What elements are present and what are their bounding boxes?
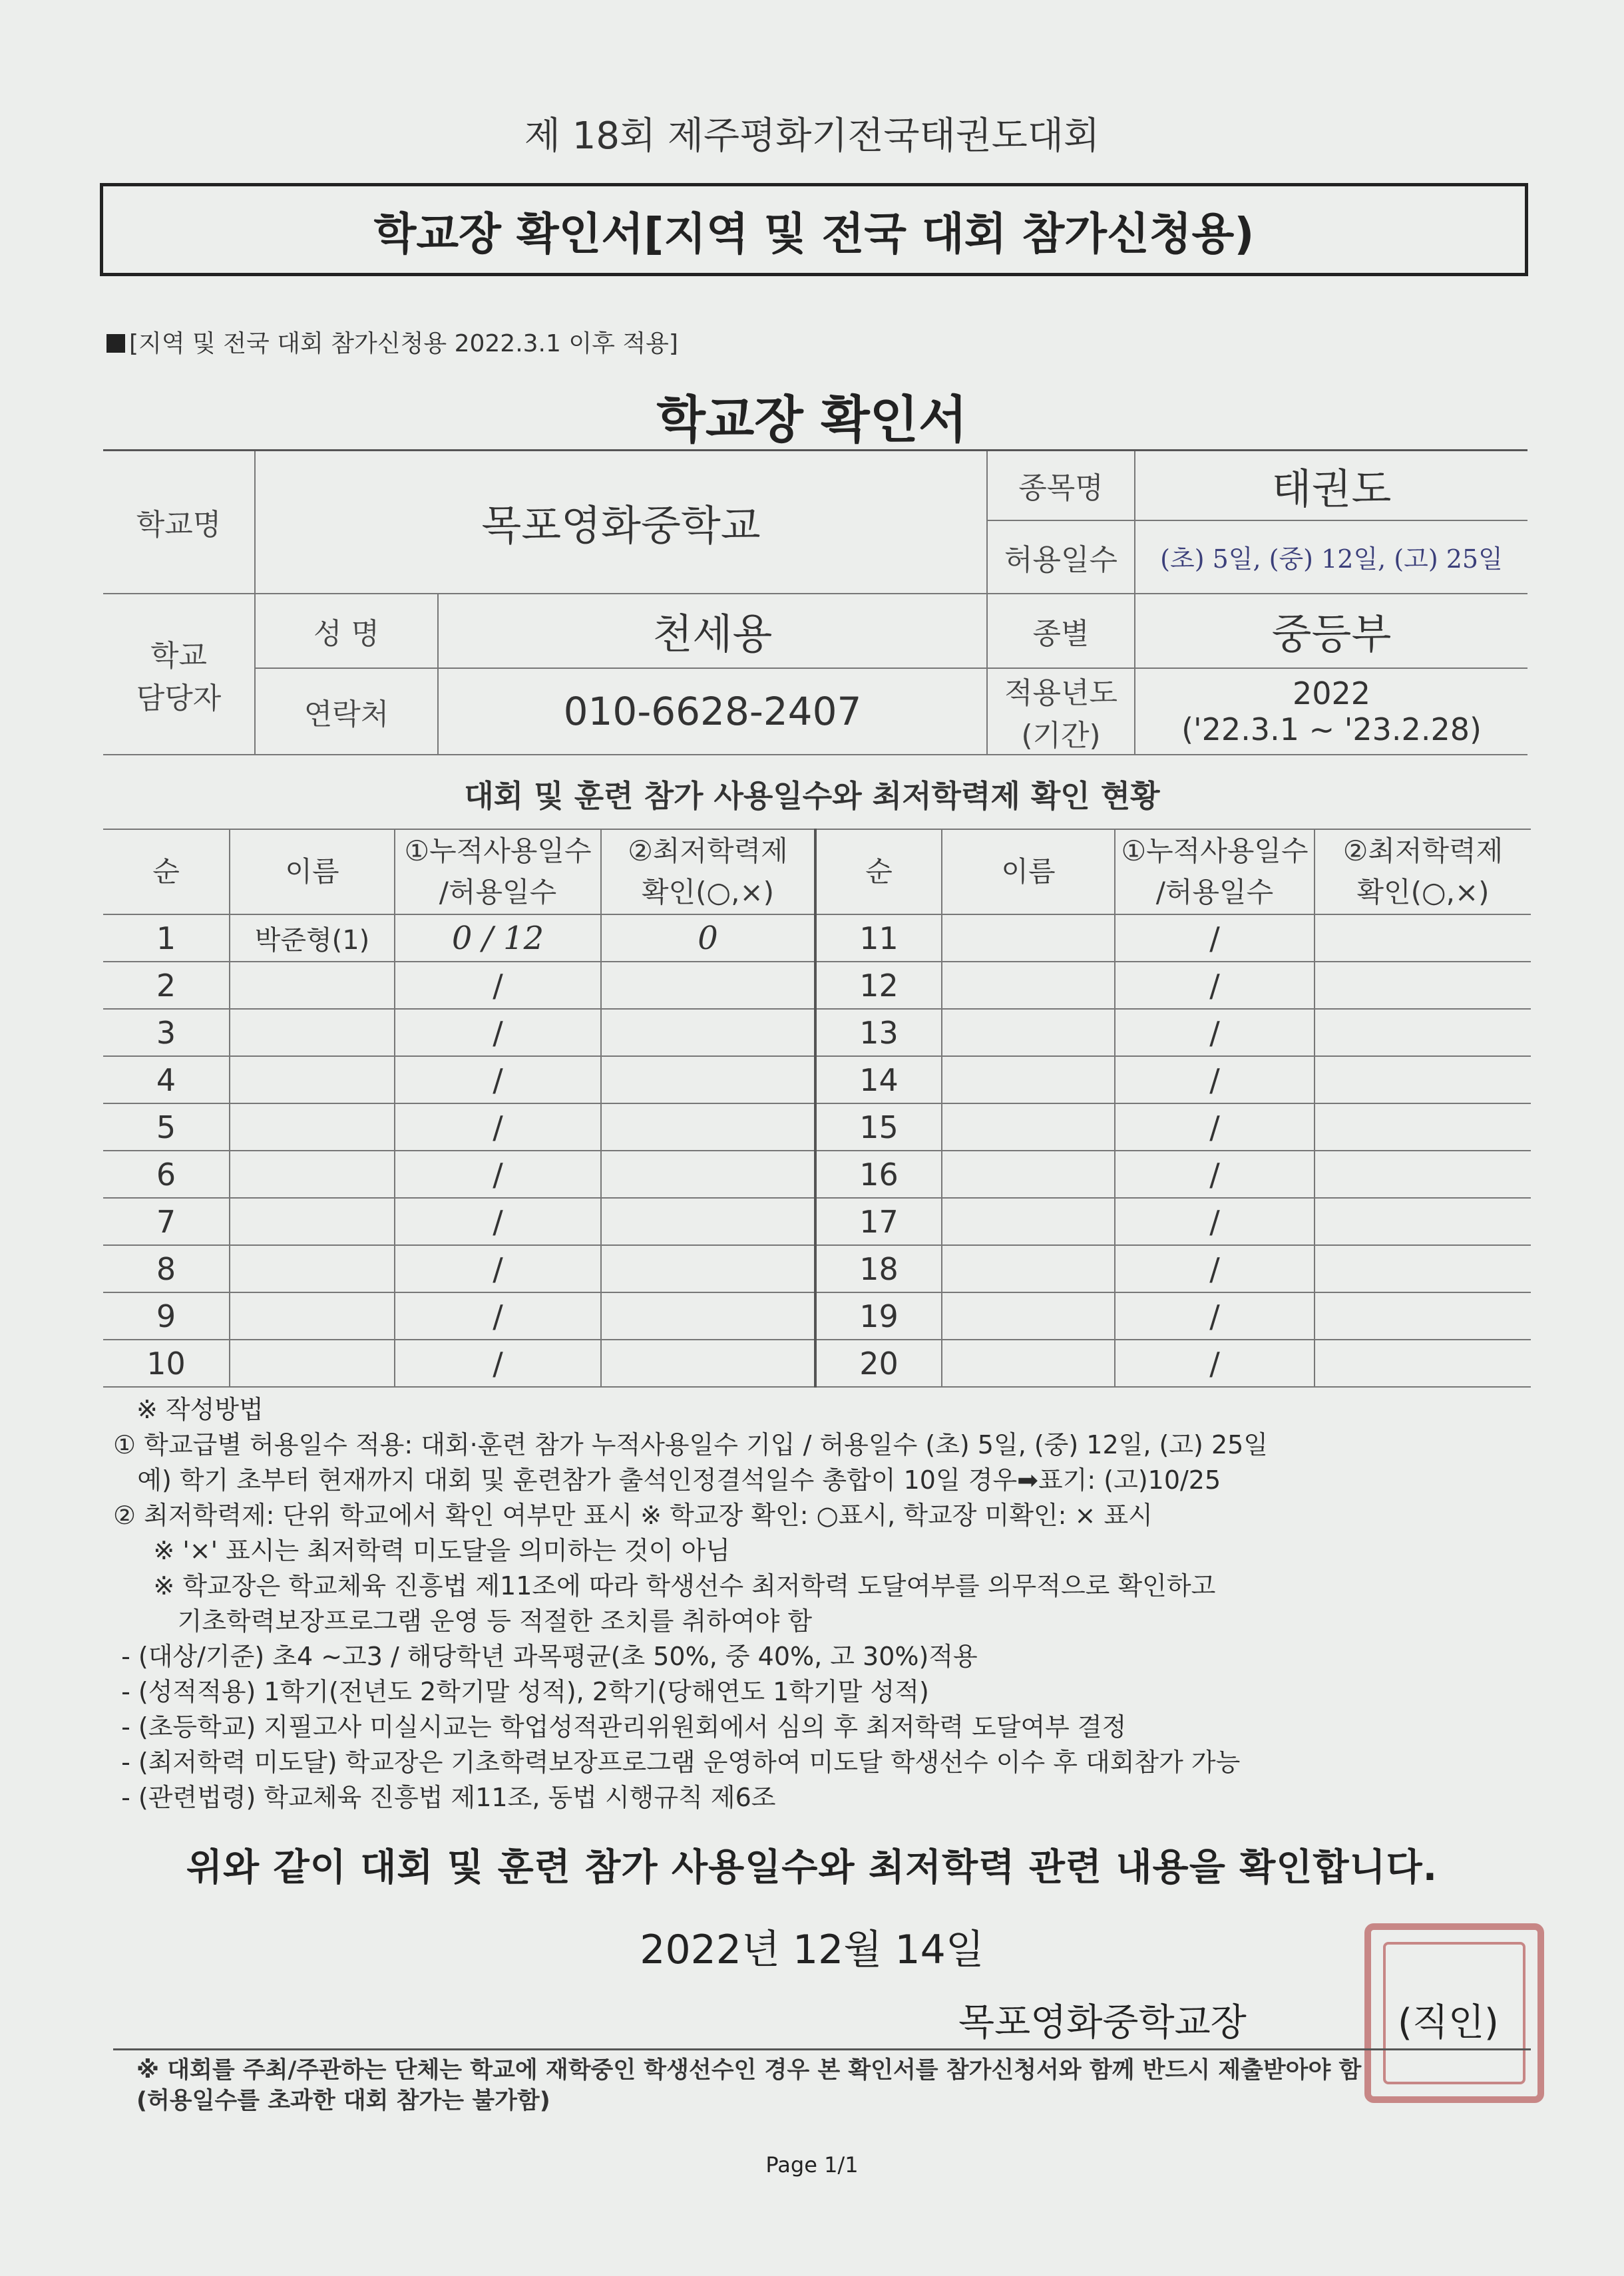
- col-used-right-1: ①누적사용일수: [1121, 835, 1309, 867]
- event-label: 종목명: [987, 451, 1135, 520]
- used-days-right: /: [1115, 1151, 1315, 1198]
- student-name-right: [942, 1056, 1115, 1103]
- instruction-line: - (대상/기준) 초4 ~고3 / 해당학년 과목평균(초 50%, 중 40%, 고 30%)적용: [113, 1642, 978, 1671]
- year-label-line-1: 적용년도: [1004, 675, 1117, 710]
- student-name-right: [942, 962, 1115, 1009]
- row-number-left: 10: [103, 1340, 230, 1387]
- col-used-right-2: /허용일수: [1155, 876, 1274, 908]
- col-min-left-2: 확인(○,×): [641, 876, 775, 908]
- student-name-left: [230, 1245, 395, 1292]
- student-name-left: [230, 1340, 395, 1387]
- person-name-value: 천세용: [438, 594, 987, 668]
- row-number-left: 6: [103, 1151, 230, 1198]
- used-days-right: /: [1115, 1198, 1315, 1245]
- table-row: [103, 1009, 1531, 1056]
- min-grade-left: [601, 962, 815, 1009]
- table-row: [103, 1103, 1531, 1151]
- col-no-right: 순: [815, 829, 942, 914]
- instructions: [113, 1392, 1544, 1815]
- form-title: 학교장 확인서: [656, 390, 968, 449]
- min-grade-left: [601, 1198, 815, 1245]
- person-name-label: 성 명: [255, 594, 438, 668]
- applicability-note: [106, 325, 678, 359]
- student-name-left: [230, 962, 395, 1009]
- allowed-days-value: (초) 5일, (중) 12일, (고) 25일: [1135, 520, 1527, 594]
- instruction-line: - (관련법령) 학교체육 진흥법 제11조, 동법 시행규칙 제6조: [113, 1783, 776, 1812]
- school-name-label: 학교명: [103, 451, 255, 594]
- table-row: [103, 1292, 1531, 1340]
- student-name-left: [230, 1151, 395, 1198]
- student-name-right: [942, 1151, 1115, 1198]
- instruction-line: ※ '×' 표시는 최저학력 미도달을 의미하는 것이 아님: [113, 1536, 730, 1565]
- event-value: 태권도: [1135, 451, 1527, 520]
- table-row: [103, 962, 1531, 1009]
- used-days-left: /: [395, 1151, 601, 1198]
- row-number-left: 5: [103, 1103, 230, 1151]
- used-days-right: /: [1115, 1245, 1315, 1292]
- min-grade-left: [601, 1103, 815, 1151]
- student-name-right: [942, 1198, 1115, 1245]
- row-number-right: 18: [815, 1245, 942, 1292]
- table-row: [103, 1340, 1531, 1387]
- manager-label-line-2: 담당자: [136, 681, 222, 715]
- table-row: [103, 1151, 1531, 1198]
- footer-note: [136, 2055, 1361, 2116]
- instruction-line: ② 최저학력제: 단위 학교에서 확인 여부만 표시 ※ 학교장 확인: ○표시, 학교장 미확인: × 표시: [113, 1501, 1153, 1530]
- used-days-right: /: [1115, 914, 1315, 962]
- row-number-right: 15: [815, 1103, 942, 1151]
- grid-title: 대회 및 훈련 참가 사용일수와 최저학력제 확인 현황: [464, 778, 1160, 814]
- min-grade-right: [1315, 1292, 1531, 1340]
- col-name-right: 이름: [942, 829, 1115, 914]
- used-days-left: /: [395, 1292, 601, 1340]
- col-no-left: 순: [103, 829, 230, 914]
- row-number-right: 19: [815, 1292, 942, 1340]
- row-number-left: 7: [103, 1198, 230, 1245]
- used-days-right: /: [1115, 962, 1315, 1009]
- student-name-right: [942, 1292, 1115, 1340]
- footer-note-line-2: (허용일수를 초과한 대회 참가는 불가함): [136, 2088, 550, 2114]
- category-value: 중등부: [1135, 594, 1527, 668]
- instruction-line: - (초등학교) 지필고사 미실시교는 학업성적관리위원회에서 심의 후 최저학력 도달여부 결정: [113, 1712, 1127, 1742]
- student-name-right: [942, 1245, 1115, 1292]
- student-name-right: [942, 1009, 1115, 1056]
- col-used-right: [1115, 829, 1315, 914]
- student-name-left: [230, 1009, 395, 1056]
- used-days-right: /: [1115, 1056, 1315, 1103]
- used-days-left: /: [395, 1009, 601, 1056]
- event-title: 제 18회 제주평화기전국태권도대회: [524, 114, 1100, 158]
- student-name-right: [942, 914, 1115, 962]
- min-grade-right: [1315, 1198, 1531, 1245]
- student-name-left: [230, 1056, 395, 1103]
- student-name-left: [230, 1103, 395, 1151]
- school-info-table: [103, 449, 1527, 755]
- table-row: [103, 1056, 1531, 1103]
- student-name-right: [942, 1103, 1115, 1151]
- col-name-left: 이름: [230, 829, 395, 914]
- min-grade-left: 0: [601, 914, 815, 962]
- min-grade-right: [1315, 1340, 1531, 1387]
- footer-divider: [113, 2048, 1531, 2050]
- year-label: [987, 668, 1135, 755]
- min-grade-left: [601, 1056, 815, 1103]
- year-label-line-2: (기간): [1021, 718, 1101, 753]
- row-number-left: 3: [103, 1009, 230, 1056]
- contact-value: 010-6628-2407: [438, 668, 987, 755]
- used-days-left: /: [395, 1103, 601, 1151]
- row-number-right: 12: [815, 962, 942, 1009]
- used-days-left: /: [395, 962, 601, 1009]
- row-number-right: 11: [815, 914, 942, 962]
- seal-label: (직인): [1398, 2001, 1499, 2044]
- instruction-line: - (최저학력 미도달) 학교장은 기초학력보장프로그램 운영하여 미도달 학생선수 이수 후 대회참가 가능: [113, 1748, 1241, 1777]
- row-number-right: 16: [815, 1151, 942, 1198]
- row-number-right: 20: [815, 1340, 942, 1387]
- used-days-left: 0 / 12: [395, 914, 601, 962]
- row-number-right: 14: [815, 1056, 942, 1103]
- used-days-left: /: [395, 1245, 601, 1292]
- min-grade-left: [601, 1292, 815, 1340]
- used-days-right: /: [1115, 1009, 1315, 1056]
- year-value-line-2: ('22.3.1 ~ '23.2.28): [1181, 711, 1482, 747]
- col-min-left-1: ②최저학력제: [628, 835, 788, 867]
- row-number-left: 4: [103, 1056, 230, 1103]
- contact-label: 연락처: [255, 668, 438, 755]
- page-number: Page 1/1: [765, 2152, 859, 2178]
- student-name-left: [230, 1292, 395, 1340]
- document-title: 학교장 확인서[지역 및 전국 대회 참가신청용): [100, 183, 1528, 276]
- used-days-left: /: [395, 1198, 601, 1245]
- min-grade-right: [1315, 1009, 1531, 1056]
- min-grade-left: [601, 1245, 815, 1292]
- min-grade-right: [1315, 1056, 1531, 1103]
- manager-label-line-1: 학교: [150, 638, 207, 673]
- student-name-left: [230, 1198, 395, 1245]
- instruction-line: - (성적적용) 1학기(전년도 2학기말 성적), 2학기(당해연도 1학기말 성적): [113, 1677, 929, 1706]
- issue-date: 2022년 12월 14일: [640, 1927, 984, 1973]
- instruction-line: 기초학력보장프로그램 운영 등 적절한 조치를 취하여야 함: [113, 1607, 813, 1636]
- min-grade-left: [601, 1340, 815, 1387]
- used-days-left: /: [395, 1056, 601, 1103]
- table-row: [103, 1198, 1531, 1245]
- table-row: [103, 1245, 1531, 1292]
- col-min-right: [1315, 829, 1531, 914]
- min-grade-right: [1315, 914, 1531, 962]
- allowed-days-label: 허용일수: [987, 520, 1135, 594]
- col-used-left-1: ①누적사용일수: [404, 835, 592, 867]
- col-min-right-2: 확인(○,×): [1356, 876, 1490, 908]
- school-name-value: 목포영화중학교: [255, 451, 987, 594]
- instruction-line: ※ 학교장은 학교체육 진흥법 제11조에 따라 학생선수 최저학력 도달여부를 의무적으로 확인하고: [113, 1571, 1216, 1601]
- min-grade-left: [601, 1151, 815, 1198]
- principal-title: 목포영화중학교장: [958, 2001, 1247, 2044]
- year-value-line-1: 2022: [1292, 675, 1371, 711]
- student-name-left: 박준형(1): [230, 914, 395, 962]
- student-name-right: [942, 1340, 1115, 1387]
- used-days-right: /: [1115, 1340, 1315, 1387]
- used-days-left: /: [395, 1340, 601, 1387]
- min-grade-left: [601, 1009, 815, 1056]
- applicability-note-text: [지역 및 전국 대회 참가신청용 2022.3.1 이후 적용]: [129, 330, 678, 357]
- footer-note-line-1: ※ 대회를 주최/주관하는 단체는 학교에 재학중인 학생선수인 경우 본 확인서를 참가신청서와 함께 반드시 제출받아야 함: [136, 2057, 1362, 2084]
- min-grade-right: [1315, 1151, 1531, 1198]
- row-number-left: 1: [103, 914, 230, 962]
- min-grade-right: [1315, 962, 1531, 1009]
- row-number-left: 8: [103, 1245, 230, 1292]
- confirmation-statement: 위와 같이 대회 및 훈련 참가 사용일수와 최저학력 관련 내용을 확인합니다.: [186, 1846, 1438, 1889]
- min-grade-right: [1315, 1103, 1531, 1151]
- row-number-left: 2: [103, 962, 230, 1009]
- used-days-right: /: [1115, 1103, 1315, 1151]
- table-row: [103, 914, 1531, 962]
- year-value: [1135, 668, 1527, 755]
- manager-label: [103, 594, 255, 755]
- instruction-line: ① 학교급별 허용일수 적용: 대회·훈련 참가 누적사용일수 기입 / 허용일수 (초) 5일, (중) 12일, (고) 25일: [113, 1430, 1269, 1459]
- min-grade-right: [1315, 1245, 1531, 1292]
- col-min-left: [601, 829, 815, 914]
- square-bullet-icon: [106, 334, 125, 353]
- instruction-line: ※ 작성방법: [136, 1395, 264, 1424]
- col-min-right-1: ②최저학력제: [1342, 835, 1504, 867]
- used-days-right: /: [1115, 1292, 1315, 1340]
- category-label: 종별: [987, 594, 1135, 668]
- col-used-left-2: /허용일수: [439, 876, 557, 908]
- instruction-line: 예) 학기 초부터 현재까지 대회 및 훈련참가 출석인정결석일수 총합이 10일 경우➡표기: (고)10/25: [113, 1465, 1221, 1495]
- participation-table: [103, 829, 1531, 1388]
- row-number-right: 17: [815, 1198, 942, 1245]
- row-number-right: 13: [815, 1009, 942, 1056]
- row-number-left: 9: [103, 1292, 230, 1340]
- col-used-left: [395, 829, 601, 914]
